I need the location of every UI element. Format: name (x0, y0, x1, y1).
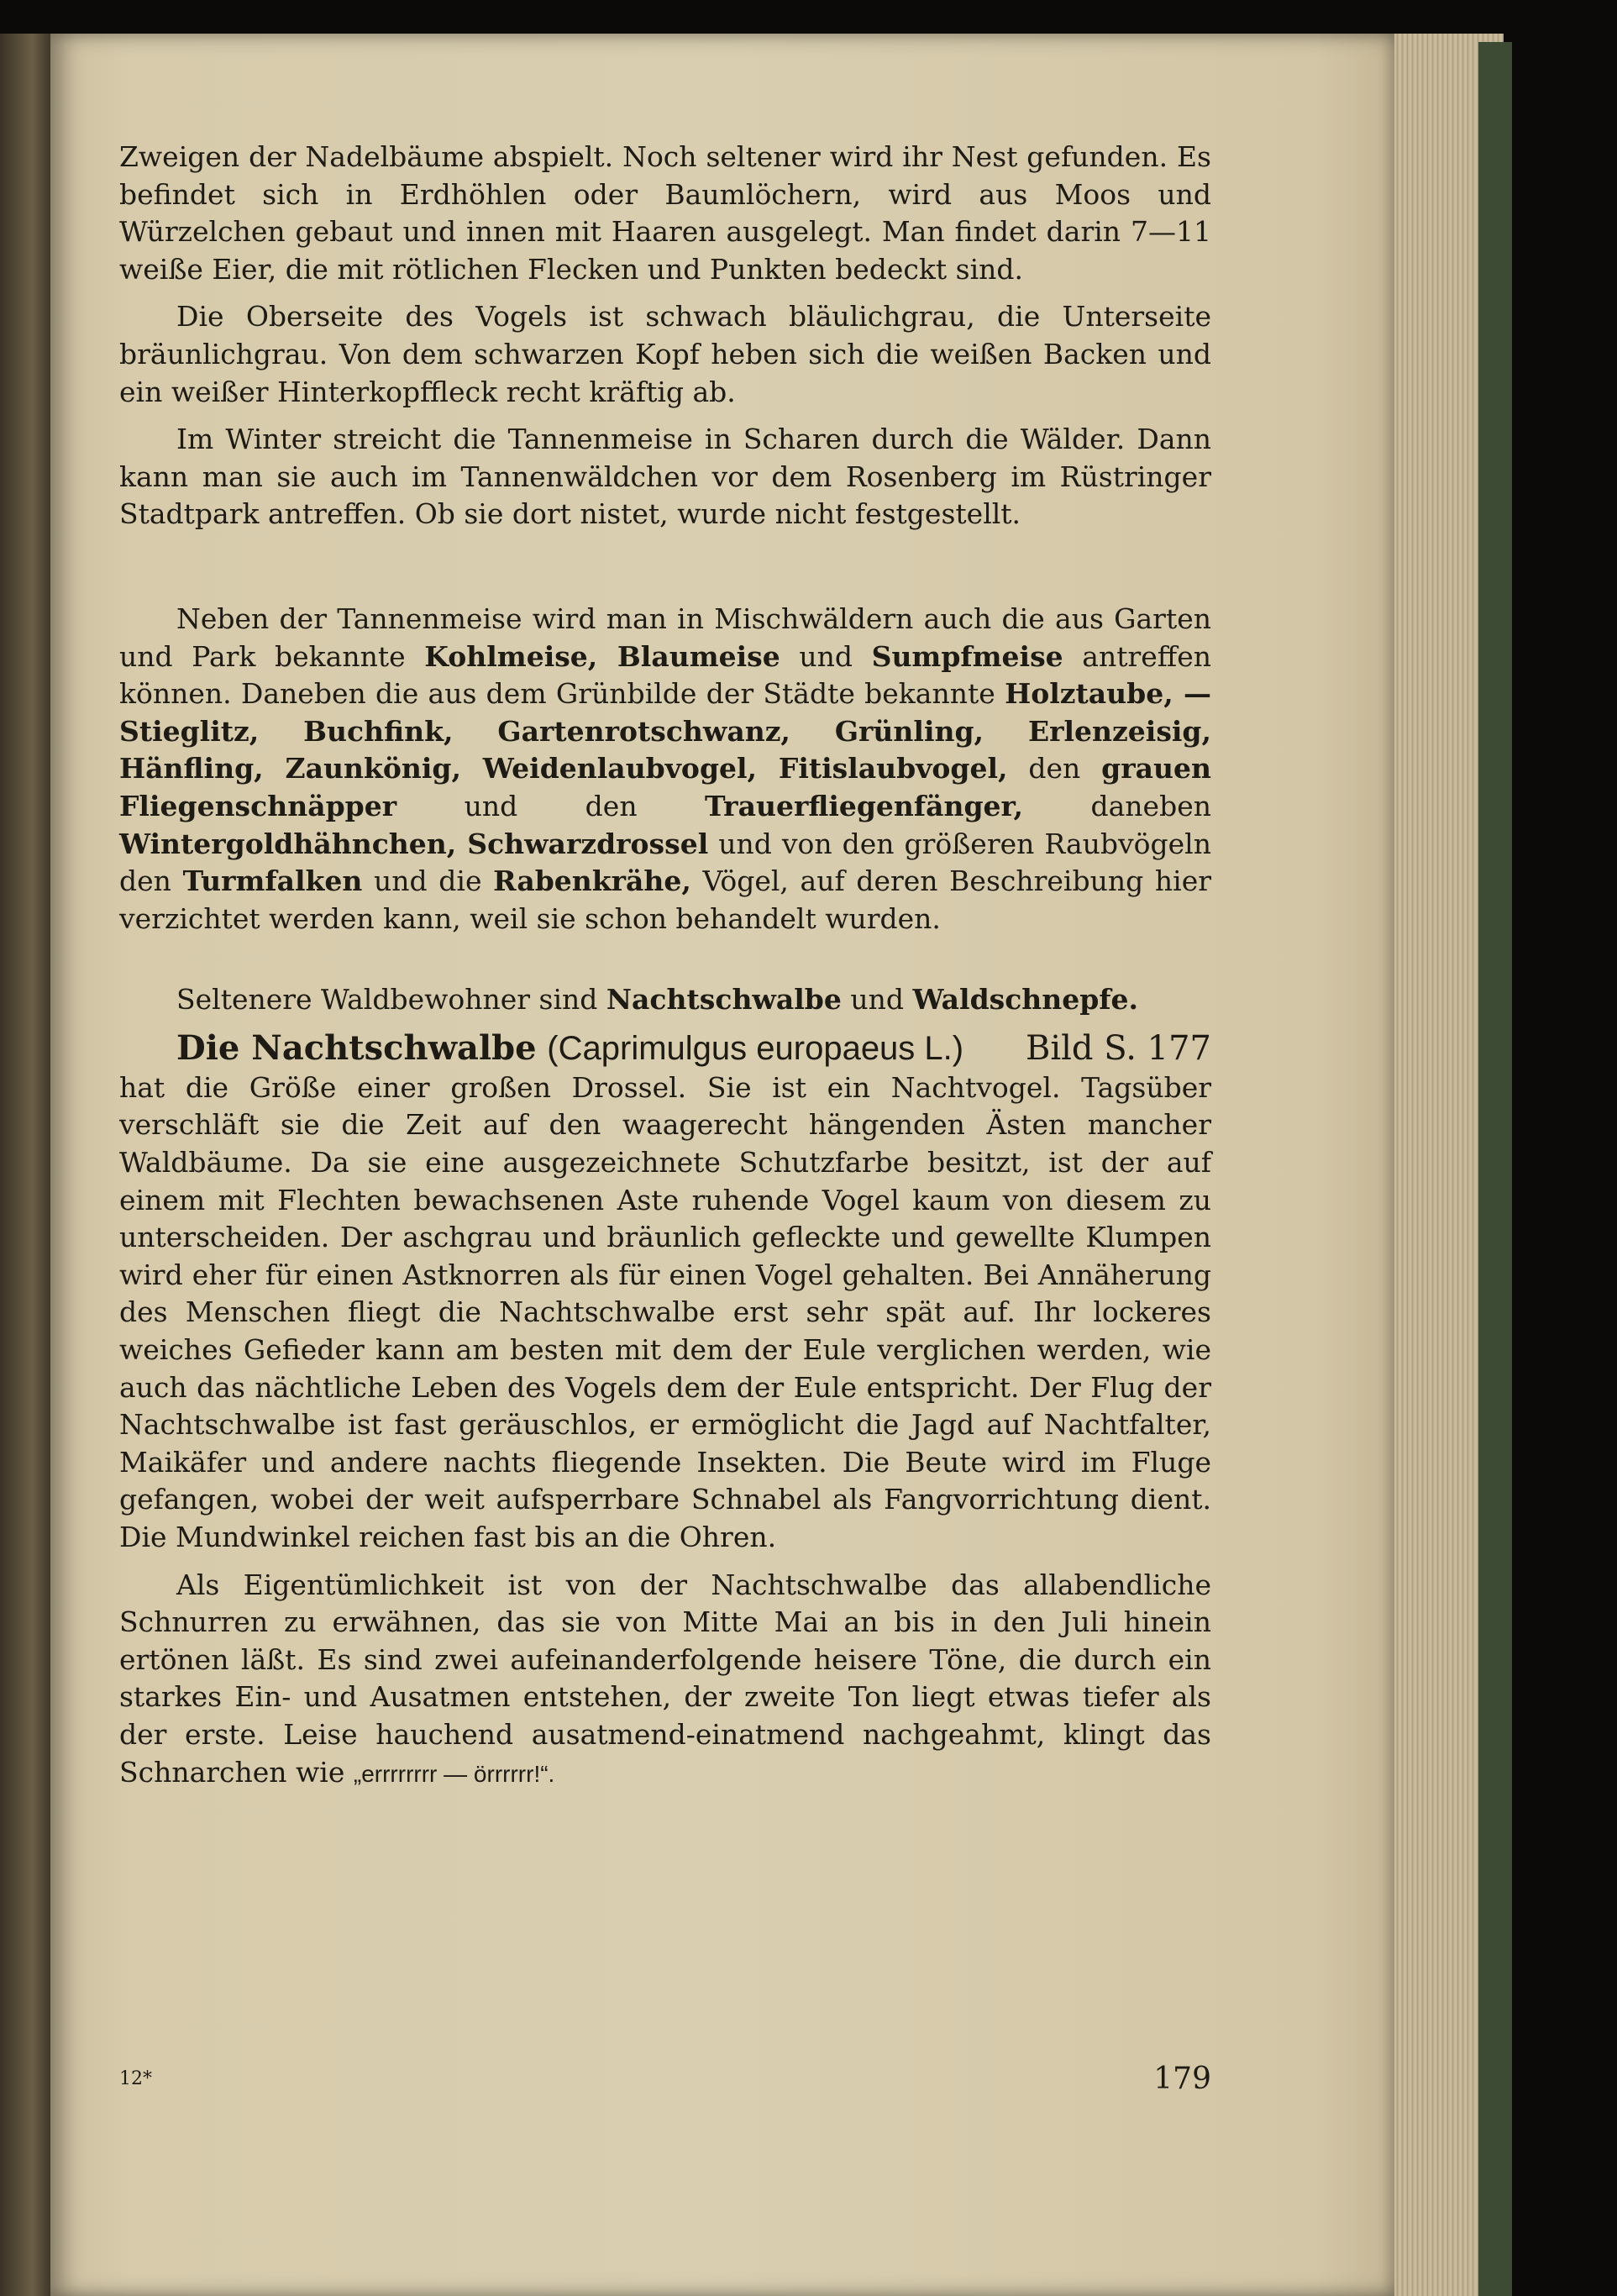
bold-species: Trauerfliegenfänger, (705, 789, 1024, 822)
bold-species: Wintergoldhähnchen, Schwarzdrossel (119, 827, 709, 860)
text-run: Als Eigentümlichkeit ist von der Nachtschwalbe das allabendliche Schnurren zu erwähnen, das sie von Mitte Mai an bis in den Juli hinein ertönen läßt. Es sind zwei aufeinanderfolgende heisere Töne, die durch ein starkes Ein- und Ausatmen entstehen, der zweite Ton liegt etwas tiefer als der erste. Leise hauchend ausatmend-einatmend nachgeahmt, klingt das Schnarchen wie (119, 1568, 1211, 1789)
bold-species: Nachtschwalbe (606, 983, 842, 1017)
paragraph-plumage: Die Oberseite des Vogels ist schwach bläulichgrau, die Unterseite bräunlichgrau. Von dem schwarzen Kopf heben sich die weißen Backen und ein weißer Hinterkopffleck recht kräftig ab. (119, 300, 1211, 408)
paragraph-nightjar-description: hat die Größe einer großen Drossel. Sie ist ein Nachtvogel. Tagsüber verschläft sie die Zeit auf den waagerecht hängenden Ästen mancher Waldbäume. Da sie eine ausgezeichnete Schutzfarbe besitzt, ist der auf einem mit Flechten bewachsenen Aste ruhende Vogel kaum von diesem zu unterscheiden. Der aschgrau und bräunlich gefleckte und gewellte Klumpen wird eher für einen Astknorren als für einen Vogel gehalten. Bei Annäherung des Menschen fliegt die Nachtschwalbe erst sehr spät auf. Ihr lockeres weiches Gefieder kann am besten mit dem der Eule verglichen werden, wie auch das nächtliche Leben des Vogels dem der Eule entspricht. Der Flug der Nachtschwalbe ist fast geräuschlos, er ermöglicht die Jagd auf Nachtfalter, Maikäfer und andere nachts fliegende Insekten. Die Beute wird im Fluge gefangen, wobei der weit aufsperrbare Schnabel als Fangvorrichtung dient. Die Mundwinkel reichen fast bis an die Ohren. (119, 1070, 1211, 1553)
paragraph-winter: Im Winter streicht die Tannenmeise in Scharen durch die Wälder. Dann kann man sie auch im Tannenwäldchen vor dem Rosenberg im Rüstringer Stadtpark antreffen. Ob sie dort nistet, wurde nicht festgestellt. (119, 423, 1211, 531)
text-run: und (841, 983, 913, 1017)
page-footer (119, 2062, 1211, 2102)
text-run: und die (362, 864, 494, 898)
heading-title: Die Nachtschwalbe (176, 1027, 537, 1068)
nightjar-heading (119, 1027, 1211, 1069)
call-sound: „errrrrrrr — örrrrrr!“. (353, 1760, 555, 1787)
text-run: antreffen können. Daneben die aus dem Grünbilde der Städte bekannte (119, 639, 1211, 711)
book-cover-edge (1478, 42, 1512, 2296)
page-text (119, 139, 1211, 1793)
bold-species: Turmfalken (182, 864, 363, 898)
paragraph-other-species (119, 601, 1211, 938)
signature-mark: 12* (119, 2068, 152, 2089)
bold-species: Waldschnepfe. (912, 983, 1139, 1017)
bold-species: Rabenkrähe, (493, 864, 691, 898)
text-run: den (1007, 752, 1102, 785)
figure-reference: Bild S. 177 (1025, 1028, 1211, 1068)
text-run: Seltenere Waldbewohner sind (176, 983, 606, 1017)
paragraph-nest: Zweigen der Nadelbäume abspielt. Noch seltener wird ihr Nest gefunden. Es befindet sich in Erdhöhlen oder Baumlöchern, wird aus Moos und Würzelchen gebaut und innen mit Haaren ausgelegt. Man findet darin 7—11 weiße Eier, die mit rötlichen Flecken und Punkten bedeckt sind. (119, 140, 1211, 286)
text-run: und von den größeren Raubvögeln den (119, 827, 1211, 898)
paragraph-nightjar-call (119, 1567, 1211, 1794)
bold-species: Kohlmeise, Blaumeise (424, 639, 780, 673)
bold-species: Sumpfmeise (871, 639, 1063, 673)
text-run: Neben der Tannenmeise wird man in Mischwäldern auch die aus Garten und Park bekannte (119, 602, 1211, 673)
text-run: und den (396, 789, 706, 822)
heading-latin-name: (Caprimulgus europaeus L.) (547, 1029, 964, 1067)
bold-species: grauen Fliegenschnäpper (119, 752, 1211, 822)
page-number: 179 (1153, 2062, 1211, 2096)
bold-species: Holztaube, — Stieglitz, Buchfink, Gartenrotschwanz, Grünling, Erlenzeisig, Hänfling, Zaunkönig, Weidenlaubvogel, Fitislaubvogel, (119, 677, 1211, 785)
text-run: und (780, 639, 872, 673)
text-run: daneben (1023, 789, 1211, 822)
section-intro (119, 981, 1211, 1019)
text-run: Vögel, auf deren Beschreibung hier verzichtet werden kann, weil sie schon behandelt wurden. (119, 864, 1212, 935)
